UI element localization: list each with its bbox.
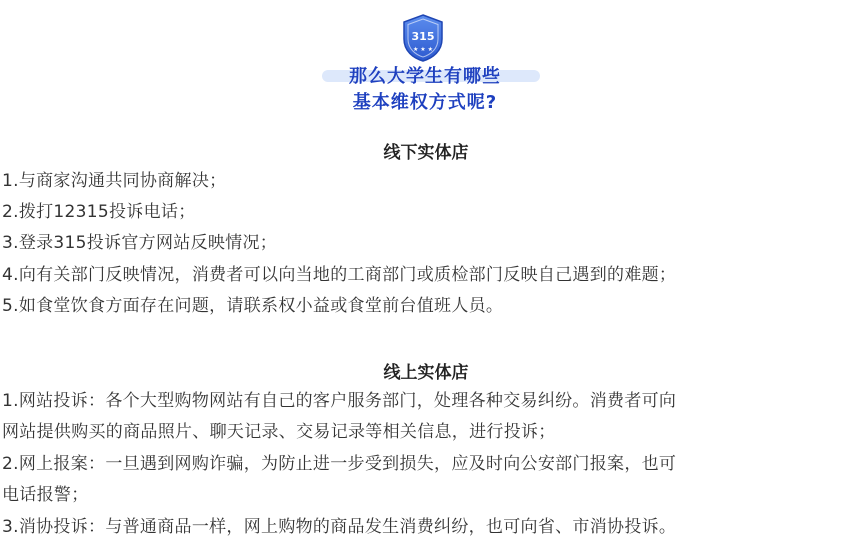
title-line-2: 基本维权方式呢? xyxy=(352,92,498,113)
offline-item-5: 5.如食堂饮食方面存在问题，请联系权小益或食堂前台值班人员。 xyxy=(2,296,504,316)
online-line-5: 3.消协投诉：与普通商品一样，网上购物的商品发生消费纠纷，也可向省、市消协投诉。 xyxy=(2,517,677,537)
badge-text: 315 xyxy=(411,30,435,43)
online-line-4: 电话报警； xyxy=(2,485,89,505)
offline-item-2: 2.拨打12315投诉电话； xyxy=(2,202,196,222)
badge-stars: ★ ★ ★ xyxy=(413,46,433,53)
online-heading: 线上实体店 xyxy=(383,363,469,383)
online-line-1: 1.网站投诉：各个大型购物网站有自己的客户服务部门，处理各种交易纠纷。消费者可向 xyxy=(2,391,677,411)
offline-item-3: 3.登录315投诉官方网站反映情况； xyxy=(2,233,278,253)
online-line-3: 2.网上报案：一旦遇到网购诈骗，为防止进一步受到损失，应及时向公安部门报案，也可 xyxy=(2,454,677,474)
offline-item-4: 4.向有关部门反映情况，消费者可以向当地的工商部门或质检部门反映自己遇到的难题； xyxy=(2,265,677,285)
offline-item-1: 1.与商家沟通共同协商解决； xyxy=(2,171,227,191)
shield-315-badge xyxy=(400,13,446,63)
shield-icon xyxy=(400,13,446,63)
offline-heading: 线下实体店 xyxy=(383,143,469,163)
title-line-1: 那么大学生有哪些 xyxy=(349,66,501,87)
title-block xyxy=(300,62,550,117)
online-line-2: 网站提供购买的商品照片、聊天记录、交易记录等相关信息，进行投诉； xyxy=(2,422,556,442)
